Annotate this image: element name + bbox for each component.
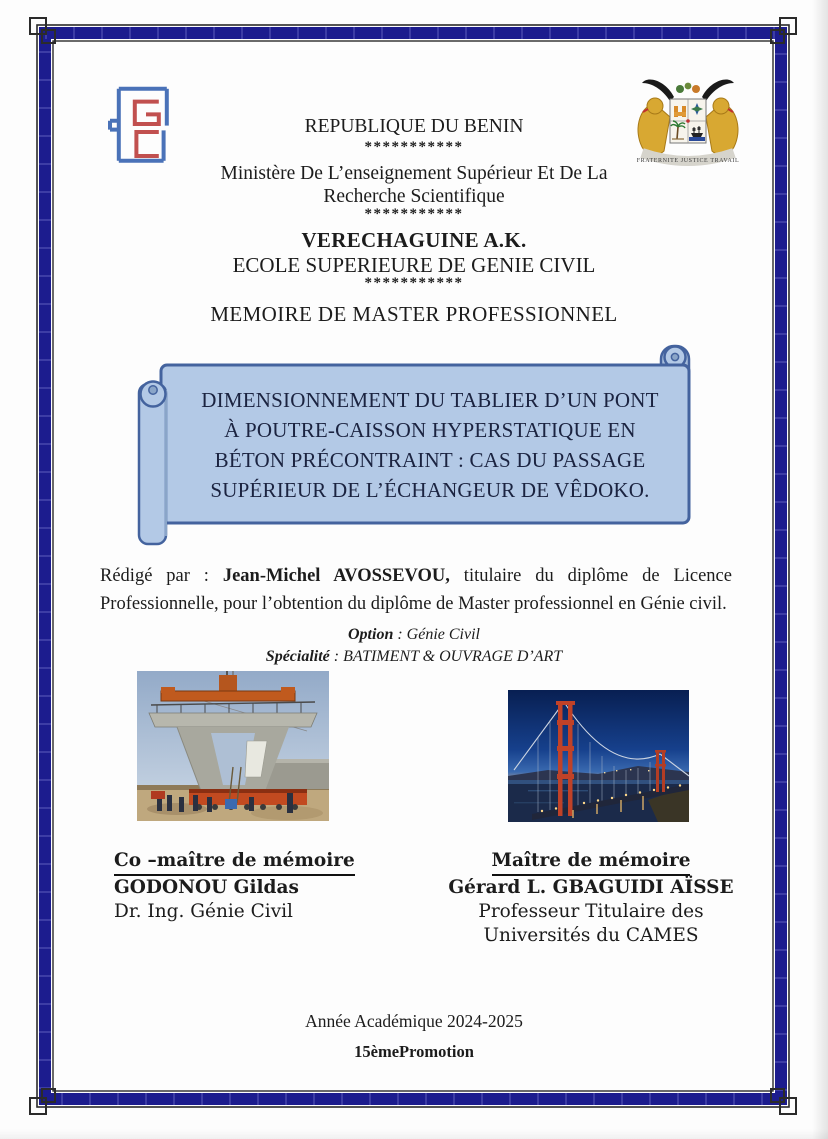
co-supervisor-title: Co –maître de mémoire: [114, 849, 355, 876]
supervisor-name: Gérard L. GBAGUIDI AÏSSE: [448, 877, 734, 898]
page-edge-shadow-bottom: [0, 1129, 828, 1139]
coat-motto: FRATERNITE JUSTICE TRAVAIL: [636, 158, 740, 164]
construction-photo: [137, 671, 329, 821]
co-supervisor-block: [102, 849, 384, 924]
thesis-title-line: DIMENSIONNEMENT DU TABLIER D’UN PONT: [201, 388, 659, 413]
institution-name: VERECHAGUINE A.K.: [301, 228, 527, 252]
separator-stars: ***********: [364, 206, 464, 222]
bridge-photo: [508, 690, 689, 822]
option-value: : Génie Civil: [393, 626, 480, 643]
separator-stars: ***********: [364, 139, 464, 155]
specialty-label: Spécialité: [265, 648, 330, 665]
ministry-name-line1: Ministère De L’enseignement Supérieur Et De La: [220, 163, 608, 184]
option-label: Option: [348, 626, 394, 643]
specialty-value: : BATIMENT & OUVRAGE D’ART: [329, 648, 563, 665]
supervisor-role-line1: Professeur Titulaire des: [478, 901, 704, 922]
co-supervisor-name: GODONOU Gildas: [114, 877, 299, 898]
author-rest: titulaire du diplôme de Licence Professionnelle, pour l’obtention du diplôme de Master professionnel en Génie civil.: [100, 565, 732, 614]
page-edge-shadow: [812, 0, 828, 1139]
title-scroll-banner: [133, 338, 693, 550]
thesis-title-line: SUPÉRIEUR DE L’ÉCHANGEUR DE VÊDOKO.: [210, 477, 650, 502]
supervisor-block: [436, 849, 746, 948]
ministry-name-line2: Recherche Scientifique: [323, 186, 505, 207]
republic-title: REPUBLIQUE DU BENIN: [304, 116, 524, 137]
specialty-line: [70, 648, 758, 666]
thesis-title: [175, 374, 685, 518]
author-paragraph: [100, 562, 732, 618]
school-name: ECOLE SUPERIEURE DE GENIE CIVIL: [232, 253, 596, 277]
thesis-title-line: À POUTRE-CAISSON HYPERSTATIQUE EN: [224, 418, 636, 443]
supervisor-role-line2: Universités du CAMES: [483, 925, 699, 946]
document-type: MEMOIRE DE MASTER PROFESSIONNEL: [210, 302, 618, 326]
separator-stars: ***********: [364, 275, 464, 291]
author-prefix: Rédigé par :: [100, 565, 223, 586]
supervisor-title: Maître de mémoire: [492, 849, 691, 876]
promotion: 15èmePromotion: [354, 1042, 474, 1061]
academic-year: Année Académique 2024-2025: [305, 1011, 523, 1031]
author-name: Jean-Michel AVOSSEVOU,: [222, 565, 450, 586]
co-supervisor-role: Dr. Ing. Génie Civil: [114, 901, 293, 922]
option-line: [70, 626, 758, 644]
thesis-title-line: BÉTON PRÉCONTRAINT : CAS DU PASSAGE: [214, 448, 646, 472]
